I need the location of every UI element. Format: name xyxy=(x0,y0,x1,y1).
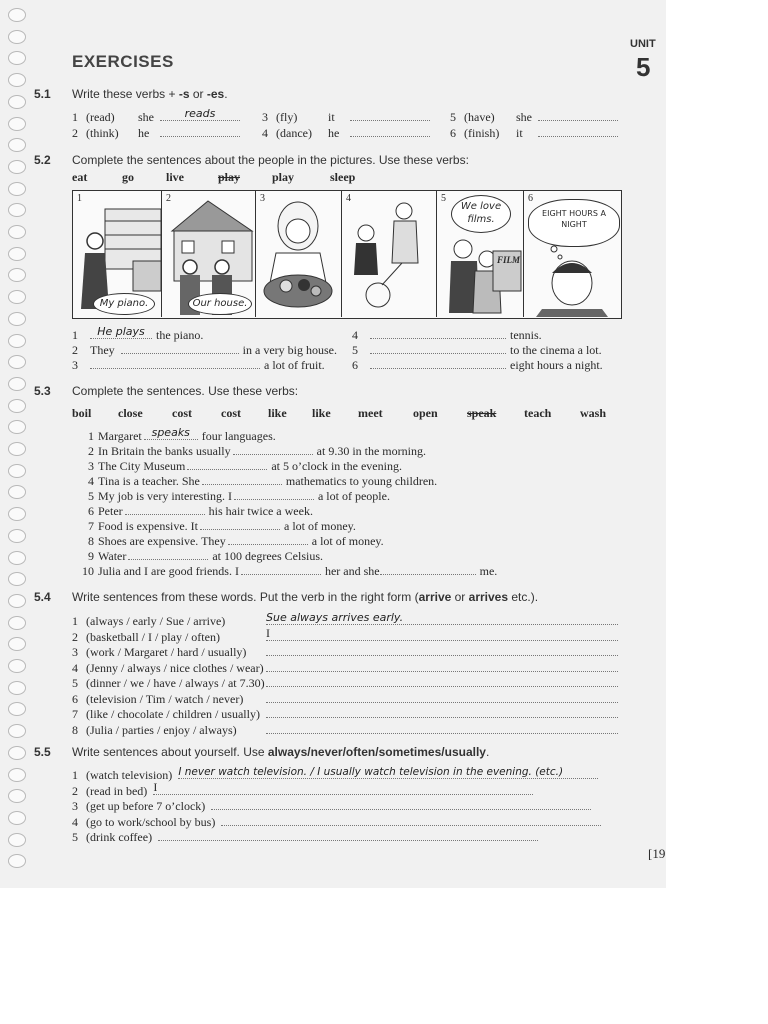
item-prompt: (always / early / Sue / arrive) xyxy=(86,614,226,628)
section-5-1-number: 5.1 xyxy=(34,87,51,101)
item-number: 2 xyxy=(72,343,78,357)
binder-ring xyxy=(8,464,26,478)
verb-option: meet xyxy=(358,406,383,420)
item-text: The City Museum xyxy=(98,459,186,473)
answer-blank[interactable] xyxy=(380,564,476,575)
item-text: me. xyxy=(479,564,498,578)
binder-ring xyxy=(8,247,26,261)
binder-ring xyxy=(8,30,26,44)
verb-option: cost xyxy=(172,406,192,420)
binder-ring xyxy=(8,8,26,22)
answer-blank[interactable] xyxy=(128,549,208,560)
ins-text: . xyxy=(485,745,490,759)
item-verb: (finish) xyxy=(464,126,500,140)
binder-ring xyxy=(8,659,26,673)
item-text: at 100 degrees Celsius. xyxy=(212,549,324,563)
verb-option: go xyxy=(122,170,134,184)
item-prompt: (drink coffee) xyxy=(86,830,153,844)
item-pronoun: she xyxy=(516,110,532,124)
item-text: her and she xyxy=(324,564,380,578)
picture-number: 6 xyxy=(528,193,533,204)
binder-ring xyxy=(8,442,26,456)
item-number: 9 xyxy=(88,549,94,563)
ins-text: or xyxy=(189,87,207,101)
exercise-5-5-item xyxy=(72,779,620,799)
item-number: 4 xyxy=(88,474,94,488)
item-text: Water xyxy=(98,549,127,563)
exercise-5-4-item xyxy=(72,676,620,691)
binder-ring xyxy=(8,833,26,847)
item-text: My job is very interesting. I xyxy=(98,489,232,503)
item-number: 4 xyxy=(72,814,78,829)
binder-ring xyxy=(8,616,26,630)
answer-blank[interactable] xyxy=(121,343,239,354)
item-verb: (have) xyxy=(464,110,495,124)
binder-ring xyxy=(8,811,26,825)
answer-blank[interactable] xyxy=(153,779,533,795)
verb-option: teach xyxy=(524,406,552,420)
verb-option: live xyxy=(166,170,184,184)
item-text: his hair twice a week. xyxy=(208,504,313,518)
section-5-4-number: 5.4 xyxy=(34,590,51,604)
picture-number: 3 xyxy=(260,193,265,204)
answer-blank[interactable] xyxy=(370,358,506,369)
ins-text: or xyxy=(451,590,469,604)
binder-ring xyxy=(8,73,26,87)
item-number: 5 xyxy=(352,343,358,357)
item-text: Food is expensive. It xyxy=(98,519,198,533)
ins-bold: -es xyxy=(206,87,225,101)
binder-ring xyxy=(8,485,26,499)
item-pronoun: she xyxy=(138,110,154,124)
exercise-5-1-item xyxy=(262,110,430,125)
exercise-5-4-item xyxy=(72,645,620,660)
section-5-3-instruction: Complete the sentences. Use these verbs: xyxy=(72,384,299,398)
answer-blank[interactable] xyxy=(202,474,282,485)
ins-text: Write these verbs + xyxy=(72,87,179,101)
picture-number: 1 xyxy=(77,193,82,204)
binder-rings xyxy=(6,0,30,888)
answer-blank[interactable] xyxy=(228,534,308,545)
verb-option: sleep xyxy=(330,170,356,184)
binder-ring xyxy=(8,334,26,348)
section-5-2-instruction: Complete the sentences about the people in the pictures. Use these verbs: xyxy=(72,153,469,167)
item-verb: (fly) xyxy=(276,110,298,124)
item-text: Julia and I are good friends. I xyxy=(98,564,239,578)
answer-blank[interactable] xyxy=(266,692,618,703)
item-text: the piano. xyxy=(156,328,204,342)
item-number: 2 xyxy=(72,783,78,798)
binder-ring xyxy=(8,225,26,239)
item-number: 3 xyxy=(72,645,78,659)
binder-ring xyxy=(8,117,26,131)
section-5-3-number: 5.3 xyxy=(34,384,51,398)
item-number: 3 xyxy=(72,358,78,372)
item-prompt: (Jenny / always / nice clothes / wear) xyxy=(86,660,264,675)
binder-ring xyxy=(8,420,26,434)
ins-bold: arrives xyxy=(468,590,509,604)
item-number: 4 xyxy=(72,660,78,675)
item-prompt: (dinner / we / have / always / at 7.30) xyxy=(86,676,265,690)
item-number: 2 xyxy=(88,444,94,458)
exercise-5-1-item xyxy=(72,107,240,125)
exercise-5-4-item xyxy=(72,692,620,707)
exercise-5-3-item xyxy=(72,459,402,474)
item-verb: (think) xyxy=(86,126,119,140)
item-number: 8 xyxy=(88,534,94,548)
answer-blank[interactable] xyxy=(370,328,506,339)
picture-6 xyxy=(524,191,620,317)
item-text: a lot of people. xyxy=(317,489,390,503)
answer-blank[interactable] xyxy=(187,459,267,470)
item-prompt: (Julia / parties / enjoy / always) xyxy=(86,722,237,737)
item-prompt: (work / Margaret / hard / usually) xyxy=(86,645,247,659)
woman-with-fruit-illustration xyxy=(256,191,341,317)
exercise-5-2-item xyxy=(352,328,542,343)
unit-label: UNIT xyxy=(630,38,656,50)
ins-text: . xyxy=(224,87,228,101)
answer-blank[interactable] xyxy=(350,110,430,121)
item-pronoun: it xyxy=(516,126,523,140)
ins-text: etc.). xyxy=(508,590,539,604)
item-prompt: (read in bed) xyxy=(86,783,148,798)
exercise-5-5-item xyxy=(72,830,620,845)
item-number: 8 xyxy=(72,722,78,737)
item-number: 3 xyxy=(88,459,94,473)
item-number: 1 xyxy=(88,429,94,443)
answer-blank[interactable] xyxy=(211,799,591,810)
exercise-5-3-item xyxy=(72,534,384,549)
exercise-5-2-item xyxy=(352,343,602,358)
exercise-5-5-item xyxy=(72,799,620,814)
answer-blank[interactable] xyxy=(178,768,598,779)
item-number: 2 xyxy=(72,629,78,644)
verb-option: play xyxy=(272,170,295,184)
item-number: 1 xyxy=(72,328,78,342)
item-text: mathematics to young children. xyxy=(285,474,438,488)
exercise-5-1-item xyxy=(72,126,240,141)
binder-ring xyxy=(8,789,26,803)
binder-ring xyxy=(8,724,26,738)
item-prompt: (get up before 7 o’clock) xyxy=(86,799,206,813)
picture-1 xyxy=(73,191,162,317)
item-number: 3 xyxy=(262,110,268,124)
item-number: 6 xyxy=(352,358,358,372)
verb-option: cost xyxy=(221,406,241,420)
exercise-5-4-item xyxy=(72,611,620,629)
item-number: 6 xyxy=(72,691,78,706)
exercise-5-3-item xyxy=(72,549,323,564)
answer-blank[interactable] xyxy=(234,489,314,500)
item-number: 5 xyxy=(72,676,78,690)
exercise-5-3-item xyxy=(72,519,356,534)
binder-ring xyxy=(8,355,26,369)
answer-blank[interactable] xyxy=(266,707,618,718)
picture-number: 2 xyxy=(166,193,171,204)
answer-blank[interactable] xyxy=(538,110,618,121)
item-number: 1 xyxy=(72,614,78,628)
item-number: 5 xyxy=(450,110,456,124)
handwritten-answer: I never watch television. / I usually watch television in the evening. (etc.) xyxy=(178,766,564,778)
item-number: 3 xyxy=(72,799,78,813)
item-number: 4 xyxy=(352,328,358,342)
item-number: 5 xyxy=(88,489,94,503)
item-text: In Britain the banks usually xyxy=(98,444,231,458)
verb-option: boil xyxy=(72,406,92,420)
picture-3 xyxy=(256,191,342,317)
exercise-5-3-item xyxy=(72,504,313,519)
binder-ring xyxy=(8,702,26,716)
item-text: a lot of money. xyxy=(311,534,384,548)
answer-blank[interactable] xyxy=(125,504,205,515)
ins-bold: -s xyxy=(178,87,190,101)
item-number: 6 xyxy=(450,126,456,140)
page-title: EXERCISES xyxy=(72,52,174,71)
item-number: 1 xyxy=(72,768,78,782)
verb-option: like xyxy=(312,406,331,420)
item-text: to the cinema a lot. xyxy=(510,343,602,357)
item-number: 1 xyxy=(72,110,78,124)
binder-ring xyxy=(8,507,26,521)
item-text: I xyxy=(153,779,158,794)
item-number: 2 xyxy=(72,126,78,140)
binder-ring xyxy=(8,746,26,760)
verb-option: speak xyxy=(467,406,497,420)
section-5-2-number: 5.2 xyxy=(34,153,51,167)
section-5-5-number: 5.5 xyxy=(34,745,51,759)
answer-blank[interactable] xyxy=(266,676,618,687)
item-text: at 5 o’clock in the evening. xyxy=(271,459,402,473)
binder-ring xyxy=(8,399,26,413)
binder-ring xyxy=(8,681,26,695)
binder-ring xyxy=(8,51,26,65)
ins-text: Write sentences about yourself. Use xyxy=(72,745,268,759)
exercise-5-2-item xyxy=(352,358,603,373)
answer-blank[interactable] xyxy=(221,815,601,826)
item-text: They xyxy=(90,343,115,357)
item-text: eight hours a night. xyxy=(510,358,603,372)
answer-blank[interactable] xyxy=(370,343,506,354)
binder-ring xyxy=(8,182,26,196)
item-prompt: (like / chocolate / children / usually) xyxy=(86,707,260,721)
item-text: Peter xyxy=(98,504,123,518)
item-number: 6 xyxy=(88,504,94,518)
binder-ring xyxy=(8,529,26,543)
answer-blank[interactable] xyxy=(266,661,618,672)
item-pronoun: he xyxy=(138,126,150,140)
answer-blank[interactable] xyxy=(200,519,280,530)
binder-ring xyxy=(8,203,26,217)
item-number: 7 xyxy=(88,519,94,533)
item-text: four languages. xyxy=(201,429,276,443)
binder-ring xyxy=(8,768,26,782)
item-text: a lot of fruit. xyxy=(264,358,325,372)
picture-2 xyxy=(162,191,256,317)
answer-blank[interactable] xyxy=(160,126,240,137)
exercise-5-1-item xyxy=(450,126,618,141)
tennis-players-illustration xyxy=(342,191,436,317)
verb-option: close xyxy=(118,406,143,420)
caption-bubble: My piano. xyxy=(93,293,155,315)
page-number: [19 xyxy=(648,846,666,861)
binder-ring xyxy=(8,637,26,651)
binder-ring xyxy=(8,377,26,391)
section-5-4-instruction xyxy=(72,590,538,604)
caption-bubble: We love films. xyxy=(451,195,511,233)
answer-blank[interactable] xyxy=(90,358,260,369)
answer-blank[interactable] xyxy=(350,126,430,137)
item-text: Tina is a teacher. She xyxy=(98,474,200,488)
film-sign: FILM xyxy=(497,255,521,265)
item-text: Margaret xyxy=(98,429,142,443)
answer-blank[interactable] xyxy=(160,107,240,121)
item-text: in a very big house. xyxy=(242,343,337,357)
answer-blank[interactable] xyxy=(538,126,618,137)
picture-5 xyxy=(437,191,524,317)
ins-bold: arrive xyxy=(418,590,452,604)
exercise-5-1-item xyxy=(450,110,618,125)
exercise-5-2-item xyxy=(72,325,204,343)
answer-blank[interactable] xyxy=(266,645,618,656)
exercise-5-2-item xyxy=(72,358,325,373)
handwritten-answer: reads xyxy=(184,107,216,120)
answer-blank[interactable] xyxy=(266,625,618,641)
item-number: 5 xyxy=(72,830,78,844)
answer-blank[interactable] xyxy=(90,325,152,339)
handwritten-answer: speaks xyxy=(151,426,190,439)
item-number: 10 xyxy=(82,564,94,578)
item-text: a lot of money. xyxy=(284,519,356,533)
exercise-5-4-item xyxy=(72,625,620,645)
answer-blank[interactable] xyxy=(158,830,538,841)
picture-number: 4 xyxy=(346,193,351,204)
item-pronoun: it xyxy=(328,110,335,124)
item-number: 4 xyxy=(262,126,268,140)
binder-ring xyxy=(8,268,26,282)
exercise-5-3-item xyxy=(72,564,497,579)
item-pronoun: he xyxy=(328,126,340,140)
binder-ring xyxy=(8,138,26,152)
section-5-1-instruction xyxy=(72,87,228,101)
binder-ring xyxy=(8,551,26,565)
picture-number: 5 xyxy=(441,193,446,204)
caption-bubble: Our house. xyxy=(188,293,252,315)
handwritten-answer: He plays xyxy=(97,325,145,338)
verb-option: open xyxy=(413,406,438,420)
ins-text: Write sentences from these words. Put the verb in the right form ( xyxy=(72,590,419,604)
exercise-5-4-item xyxy=(72,707,620,722)
item-prompt: (go to work/school by bus) xyxy=(86,814,216,829)
handwritten-answer: Sue always arrives early. xyxy=(266,611,404,624)
exercise-5-4-item xyxy=(72,661,620,676)
item-verb: (dance) xyxy=(276,126,312,140)
verb-option: wash xyxy=(580,406,607,420)
item-prompt: (watch television) xyxy=(86,768,173,782)
binder-ring xyxy=(8,312,26,326)
answer-blank[interactable] xyxy=(144,426,198,440)
binder-ring xyxy=(8,572,26,586)
item-prompt: (basketball / I / play / often) xyxy=(86,629,220,644)
item-text: Shoes are expensive. They xyxy=(98,534,226,548)
binder-ring xyxy=(8,95,26,109)
item-prompt: (television / Tim / watch / never) xyxy=(86,691,244,706)
binder-ring xyxy=(8,160,26,174)
unit-number: 5 xyxy=(636,52,651,82)
ins-bold: always/never/often/sometimes/usually xyxy=(267,745,486,759)
exercise-5-3-item xyxy=(72,426,276,444)
verb-option: like xyxy=(268,406,287,420)
item-text: at 9.30 in the morning. xyxy=(316,444,426,458)
item-verb: (read) xyxy=(86,110,115,124)
binder-ring xyxy=(8,854,26,868)
exercise-5-3-item xyxy=(72,444,426,459)
answer-blank[interactable] xyxy=(241,564,321,575)
exercise-5-2-item xyxy=(72,343,337,358)
picture-4 xyxy=(342,191,437,317)
item-text: I xyxy=(266,625,270,640)
binder-ring xyxy=(8,290,26,304)
verb-option: eat xyxy=(72,170,88,184)
exercise-5-3-item xyxy=(72,474,437,489)
item-number: 7 xyxy=(72,707,78,721)
binder-ring xyxy=(8,594,26,608)
item-text: tennis. xyxy=(510,328,542,342)
exercise-5-5-item xyxy=(72,815,620,830)
answer-blank[interactable] xyxy=(266,723,618,734)
section-5-5-instruction xyxy=(72,745,489,759)
answer-blank[interactable] xyxy=(266,611,618,625)
verb-option: play xyxy=(218,170,241,184)
exercise-5-1-item xyxy=(262,126,430,141)
answer-blank[interactable] xyxy=(233,444,313,455)
exercise-5-4-item xyxy=(72,723,620,738)
caption-bubble: EIGHT HOURS A NIGHT xyxy=(528,199,620,247)
exercise-5-3-item xyxy=(72,489,390,504)
